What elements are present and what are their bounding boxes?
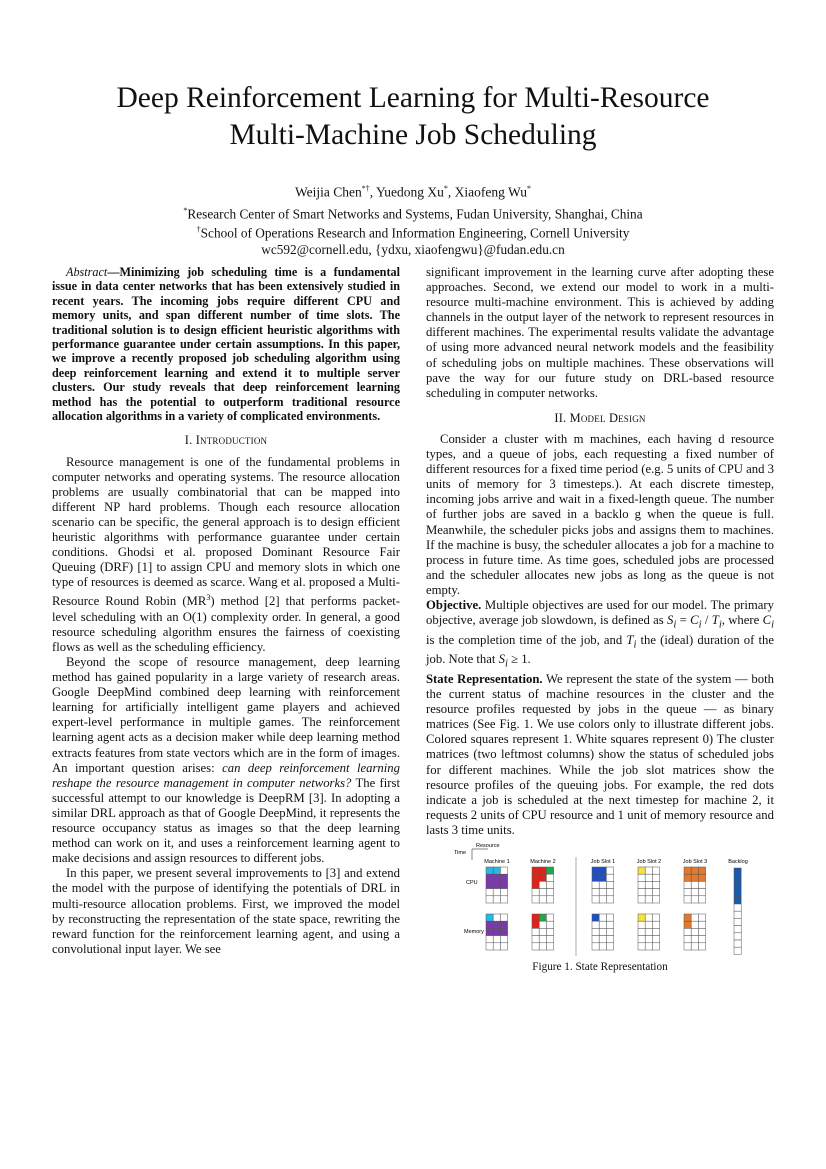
author-list: Weijia Chen*†, Yuedong Xu*, Xiaofeng Wu*	[295, 184, 531, 200]
memory-grid-cell	[493, 921, 500, 928]
column-label: Machine 2	[530, 859, 556, 865]
cpu-grid-cell	[539, 881, 546, 888]
memory-grid-cell	[532, 921, 539, 928]
abstract	[52, 265, 400, 423]
state-representation-diagram	[448, 842, 788, 960]
column-label: Job Slot 1	[590, 859, 616, 865]
memory-grid-cell	[599, 928, 606, 935]
memory-grid-cell	[486, 921, 493, 928]
state-paragraph	[426, 672, 774, 838]
cpu-grid-cell	[606, 896, 613, 903]
time-axis-label: Time	[454, 850, 467, 856]
cpu-grid-cell	[684, 881, 691, 888]
objective-text-e: ≥ 1.	[507, 652, 531, 667]
section-heading-introduction	[52, 433, 400, 448]
cpu-grid-cell	[486, 881, 493, 888]
memory-grid-cell	[638, 943, 645, 950]
cpu-grid-cell	[606, 874, 613, 881]
formula-sub-2: i	[698, 619, 702, 631]
cpu-grid-cell	[493, 881, 500, 888]
cpu-grid-cell	[645, 889, 652, 896]
cpu-grid-cell	[592, 874, 599, 881]
memory-grid-cell	[652, 921, 659, 928]
intro-p1-text-a: Resource management is one of the fundamental problems in computer networks and operating systems. The resource allocation problems are usually combinatorial that can be mapped into different NP hard problems. Though each resource allocation scenario can be specific, the general approach is to design efficient heuristic algorithms with performance guarantee under certain conditions. Ghodsi et al. proposed Dominant Resource Fair Queuing (DRF) [1] to assign CPU and memory slots in which one type of resources is deemed as scarce. Wang et al. proposed a Multi-Resource Round Robin (MR	[52, 454, 400, 609]
objective-text-c: is the completion time of the job, and	[426, 632, 627, 647]
cpu-grid-cell	[500, 881, 507, 888]
memory-grid-cell	[539, 914, 546, 921]
memory-grid-cell	[698, 943, 705, 950]
memory-grid-cell	[599, 936, 606, 943]
affiliation-2-mark: †	[196, 225, 201, 235]
memory-grid-cell	[638, 928, 645, 935]
memory-grid-cell	[684, 921, 691, 928]
section-2-title: Model Design	[569, 410, 646, 425]
formula-sub-3: i	[718, 619, 722, 631]
column-label: Job Slot 2	[636, 859, 662, 865]
cpu-grid-cell	[599, 896, 606, 903]
cpu-grid-cell	[638, 867, 645, 874]
memory-grid-cell	[599, 943, 606, 950]
memory-grid-cell	[638, 921, 645, 928]
memory-grid-cell	[652, 936, 659, 943]
author-3-marks: *	[526, 184, 531, 193]
cpu-grid-cell	[592, 881, 599, 888]
memory-grid-cell	[684, 928, 691, 935]
cpu-grid-cell	[592, 896, 599, 903]
cpu-grid-cell	[500, 867, 507, 874]
formula-slash: /	[701, 613, 712, 628]
objective-text-a: Multiple objectives are used for our model. The primary objective, average job slowdown, is defined as	[426, 597, 774, 628]
column-label: Job Slot 3	[682, 859, 708, 865]
memory-grid-cell	[691, 921, 698, 928]
cpu-grid-cell	[546, 889, 553, 896]
cpu-row-label: CPU	[466, 880, 478, 886]
model-paragraph: Consider a cluster with m machines, each having d resource types, and a queue of jobs, each requesting a fixed number of different resources for a fixed time period (e.g. 5 units of CPU and 3 units of memory for 3 timesteps.). At each discrete timestep, incoming jobs arrive and wait in a fixed-length queue. The number of further jobs are saved in a backlo g when the queue is full. Meanwhile, the scheduler picks jobs and assigns them to machines. If the machine is busy, the scheduler allocates a job for a machine to process in future time. As time goes, scheduled jobs are processed and the scheduler allocates new jobs as long as the queue is not empty.	[426, 431, 774, 597]
memory-grid-cell	[500, 921, 507, 928]
memory-grid-cell	[486, 936, 493, 943]
author-1: Weijia Chen	[295, 184, 362, 200]
memory-grid-cell	[684, 943, 691, 950]
section-2-number: II.	[554, 410, 567, 425]
cpu-grid-cell	[691, 889, 698, 896]
formula-t: T	[711, 613, 719, 628]
memory-grid-cell	[532, 943, 539, 950]
cpu-grid-cell	[698, 881, 705, 888]
figure-1-state-representation	[448, 842, 788, 962]
memory-grid-cell	[539, 928, 546, 935]
backlog-cell	[734, 882, 741, 889]
formula-sub-5: i	[633, 639, 637, 651]
memory-grid-cell	[486, 928, 493, 935]
backlog-cell	[734, 911, 741, 918]
backlog-cell	[734, 926, 741, 933]
cpu-grid-cell	[532, 881, 539, 888]
cpu-grid-cell	[698, 889, 705, 896]
state-text: We represent the state of the system — both the current status of machine resources in the cluster and the resource profiles requested by jobs in the queue — as binary matrices (See Fig. 1. We use colors only to illustrate different jobs. Colored squares represent 1. White squares represent 0) The cluster matrices (two leftmost columns) show the status of scheduled jobs for different machines. While the job slot matrices show the resource profiles of the queuing jobs. For example, the red dots indicate a job is scheduled at the next timestep for machine 2, it requests 2 units of CPU resource and 1 unit of memory resource and lasts 3 time units.	[426, 671, 774, 837]
state-lead: State Representation.	[426, 671, 543, 686]
author-emails: wc592@cornell.edu, {ydxu, xiaofengwu}@fudan.edu.cn	[261, 241, 565, 257]
intro-p2-text-b: The first successful attempt to our knowledge is DeepRM [3]. In adopting a similar DRL approach as that of Google DeepMind, it represents the resource occupancy status as images so that the deep learning method can work on it, and uses a reinforcement learning agent to make decisions and assign resources to different jobs.	[52, 775, 400, 866]
memory-grid-cell	[652, 943, 659, 950]
cpu-grid-cell	[546, 867, 553, 874]
figure-1-caption: Figure 1. State Representation	[532, 961, 668, 973]
cpu-grid-cell	[652, 867, 659, 874]
cpu-grid-cell	[684, 867, 691, 874]
cpu-grid-cell	[698, 867, 705, 874]
column-label: Backlog	[728, 859, 748, 865]
cpu-grid-cell	[652, 896, 659, 903]
memory-grid-cell	[532, 928, 539, 935]
cpu-grid-cell	[500, 889, 507, 896]
cpu-grid-cell	[486, 874, 493, 881]
memory-grid-cell	[684, 936, 691, 943]
memory-grid-cell	[500, 943, 507, 950]
section-heading-model-design	[426, 411, 774, 426]
memory-grid-cell	[539, 936, 546, 943]
cpu-grid-cell	[698, 874, 705, 881]
intro-paragraph-1	[52, 455, 400, 655]
intro-paragraph-3: In this paper, we present several improvements to [3] and extend the model with the purpose of identifying the potentials of DRL in multi-resource allocation problems. First, we improved the model by reconstructing the representation of the state space, rewriting the reward function for the reinforcement learning agent, and using a convolutional input layer. We see	[52, 866, 400, 956]
backlog-cell	[734, 875, 741, 882]
formula-t-2: T	[626, 632, 634, 647]
cpu-grid-cell	[638, 881, 645, 888]
cpu-grid-cell	[645, 874, 652, 881]
title-line-1: Deep Reinforcement Learning for Multi-Resource	[116, 82, 710, 114]
backlog-cell	[734, 940, 741, 947]
memory-grid-cell	[546, 914, 553, 921]
memory-grid-cell	[532, 914, 539, 921]
memory-grid-cell	[638, 936, 645, 943]
right-column	[426, 265, 774, 838]
section-1-number: I.	[184, 433, 193, 448]
memory-grid-cell	[599, 914, 606, 921]
memory-grid-cell	[493, 914, 500, 921]
memory-grid-cell	[546, 943, 553, 950]
intro-paragraph-continued: significant improvement in the learning curve after adopting these approaches. Second, we extend our model to work in a multi-resource multi-machine environment. This is achieved by adding channels in the output layer of the network to represent resources in different machines. The experimental results validate the advantage of using more advanced neural network models and the feasibility of scheduling jobs on multiple machines. These observations will pave the way for our future study on DRL-based resource scheduling in computer networks.	[426, 265, 774, 400]
memory-grid-cell	[592, 943, 599, 950]
formula-sub-6: i	[504, 658, 508, 670]
cpu-grid-cell	[652, 874, 659, 881]
memory-grid-cell	[486, 914, 493, 921]
cpu-grid-cell	[691, 881, 698, 888]
intro-p2-text-a: Beyond the scope of resource management, deep learning method has gained popularity in a large variety of research areas. Google DeepMind combined deep learning with reinforcement learning for artificially intelligent game players and achieved expert-level performance in multiple games. The reinforcement learning agent acts as a decision maker while deep learning method extracts features from state vectors which are in the form of images. An important question arises:	[52, 655, 400, 775]
affiliations	[0, 203, 826, 258]
memory-grid-cell	[691, 928, 698, 935]
cpu-grid-cell	[606, 889, 613, 896]
memory-grid-cell	[698, 936, 705, 943]
cpu-grid-cell	[691, 867, 698, 874]
backlog-cell	[734, 947, 741, 954]
memory-grid-cell	[698, 921, 705, 928]
cpu-grid-cell	[638, 874, 645, 881]
formula-sub-1: i	[673, 619, 677, 631]
memory-grid-cell	[606, 936, 613, 943]
intro-p1-text-b: ) method [2] that performs packet-level scheduling with an O(1) complexity order. In general, a good resource scheduling algorithm ensures the fairness of coexisting flows as well as the scheduling efficiency.	[52, 594, 400, 654]
title-line-2: Multi-Machine Job Scheduling	[229, 119, 597, 151]
cpu-grid-cell	[606, 867, 613, 874]
backlog-cell	[734, 868, 741, 875]
author-2-marks: *	[443, 184, 448, 193]
memory-grid-cell	[546, 928, 553, 935]
resource-axis-label: Resource	[476, 843, 500, 849]
memory-grid-cell	[606, 914, 613, 921]
cpu-grid-cell	[546, 881, 553, 888]
cpu-grid-cell	[539, 896, 546, 903]
formula-s-2: S	[498, 652, 505, 667]
paper-title	[0, 80, 826, 154]
backlog-cell	[734, 918, 741, 925]
column-label: Machine 1	[484, 859, 510, 865]
memory-grid-cell	[539, 943, 546, 950]
cpu-grid-cell	[486, 896, 493, 903]
memory-grid-cell	[546, 936, 553, 943]
affiliation-1: Research Center of Smart Networks and Systems, Fudan University, Shanghai, China	[187, 206, 643, 222]
author-1-marks: *†	[361, 184, 370, 193]
cpu-grid-cell	[592, 889, 599, 896]
backlog-cell	[734, 933, 741, 940]
memory-grid-cell	[599, 921, 606, 928]
cpu-grid-cell	[486, 889, 493, 896]
cpu-grid-cell	[645, 896, 652, 903]
cpu-grid-cell	[684, 874, 691, 881]
objective-text-b: , where	[721, 613, 763, 628]
memory-grid-cell	[486, 943, 493, 950]
cpu-grid-cell	[638, 889, 645, 896]
cpu-grid-cell	[645, 867, 652, 874]
affiliation-2: School of Operations Research and Information Engineering, Cornell University	[200, 225, 630, 241]
formula-c-2: C	[762, 613, 772, 628]
memory-grid-cell	[539, 921, 546, 928]
memory-grid-cell	[698, 914, 705, 921]
cpu-grid-cell	[599, 867, 606, 874]
cpu-grid-cell	[539, 889, 546, 896]
memory-grid-cell	[638, 914, 645, 921]
intro-paragraph-2	[52, 655, 400, 866]
cpu-grid-cell	[599, 881, 606, 888]
memory-grid-cell	[493, 936, 500, 943]
memory-grid-cell	[493, 943, 500, 950]
author-3: Xiaofeng Wu	[454, 184, 527, 200]
memory-grid-cell	[652, 928, 659, 935]
cpu-grid-cell	[645, 881, 652, 888]
author-2: Yuedong Xu	[376, 184, 444, 200]
memory-grid-cell	[645, 921, 652, 928]
memory-grid-cell	[606, 943, 613, 950]
affiliation-1-mark: *	[183, 206, 188, 215]
memory-grid-cell	[592, 921, 599, 928]
cpu-grid-cell	[546, 874, 553, 881]
cpu-grid-cell	[493, 889, 500, 896]
cpu-grid-cell	[532, 896, 539, 903]
cpu-grid-cell	[539, 874, 546, 881]
backlog-cell	[734, 904, 741, 911]
left-column	[52, 265, 400, 957]
abstract-text: —Minimizing job scheduling time is a fundamental issue in data center networks that has been extensively studied in recent years. The incoming jobs require different CPU and memory units, and span different number of time slots. The traditional solution is to design efficient heuristic algorithms with performance guarantee under certain assumptions. In this paper, we improve a recently proposed job scheduling algorithm using deep reinforcement learning and extend it to multiple server clusters. Our study reveals that deep reinforcement learning method has the potential to outperform traditional resource allocation algorithms in a variety of complicated environments.	[52, 265, 400, 424]
cpu-grid-cell	[539, 867, 546, 874]
memory-grid-cell	[652, 914, 659, 921]
memory-grid-cell	[691, 936, 698, 943]
formula-c: C	[690, 613, 699, 628]
memory-grid-cell	[546, 921, 553, 928]
memory-grid-cell	[592, 914, 599, 921]
cpu-grid-cell	[606, 881, 613, 888]
backlog-cell	[734, 890, 741, 897]
cpu-grid-cell	[684, 889, 691, 896]
memory-grid-cell	[532, 936, 539, 943]
memory-grid-cell	[698, 928, 705, 935]
cpu-grid-cell	[532, 889, 539, 896]
cpu-grid-cell	[652, 881, 659, 888]
formula-sub-4: i	[771, 619, 775, 631]
cpu-grid-cell	[532, 867, 539, 874]
objective-text-d: the (ideal) duration of the job. Note that	[426, 632, 774, 667]
cpu-grid-cell	[500, 874, 507, 881]
cpu-grid-cell	[698, 896, 705, 903]
cpu-grid-cell	[532, 874, 539, 881]
memory-grid-cell	[645, 928, 652, 935]
figure-columns	[484, 859, 747, 954]
cpu-grid-cell	[691, 874, 698, 881]
memory-grid-cell	[691, 914, 698, 921]
cpu-grid-cell	[493, 896, 500, 903]
memory-grid-cell	[684, 914, 691, 921]
memory-grid-cell	[645, 914, 652, 921]
memory-grid-cell	[500, 928, 507, 935]
cpu-grid-cell	[546, 896, 553, 903]
cpu-grid-cell	[652, 889, 659, 896]
cpu-grid-cell	[493, 867, 500, 874]
cpu-grid-cell	[691, 896, 698, 903]
memory-grid-cell	[645, 943, 652, 950]
objective-lead: Objective.	[426, 597, 482, 612]
cpu-grid-cell	[638, 896, 645, 903]
memory-grid-cell	[500, 914, 507, 921]
abstract-label: Abstract	[66, 265, 108, 279]
formula-eq: =	[676, 613, 691, 628]
intro-p1-sup: 3	[206, 593, 211, 603]
cpu-grid-cell	[493, 874, 500, 881]
memory-grid-cell	[500, 936, 507, 943]
memory-row-label: Memory	[464, 929, 484, 935]
objective-paragraph	[426, 598, 774, 672]
cpu-grid-cell	[500, 896, 507, 903]
backlog-cell	[734, 897, 741, 904]
cpu-grid-cell	[599, 874, 606, 881]
memory-grid-cell	[606, 921, 613, 928]
section-1-title: Introduction	[195, 433, 268, 448]
cpu-grid-cell	[486, 867, 493, 874]
memory-grid-cell	[691, 943, 698, 950]
memory-grid-cell	[493, 928, 500, 935]
memory-grid-cell	[645, 936, 652, 943]
intro-p2-question: can deep reinforcement learning reshape the resource management in computer networks?	[52, 760, 400, 790]
cpu-grid-cell	[599, 889, 606, 896]
memory-grid-cell	[592, 928, 599, 935]
memory-grid-cell	[606, 928, 613, 935]
cpu-grid-cell	[684, 896, 691, 903]
formula-s: S	[667, 613, 674, 628]
cpu-grid-cell	[592, 867, 599, 874]
memory-grid-cell	[592, 936, 599, 943]
